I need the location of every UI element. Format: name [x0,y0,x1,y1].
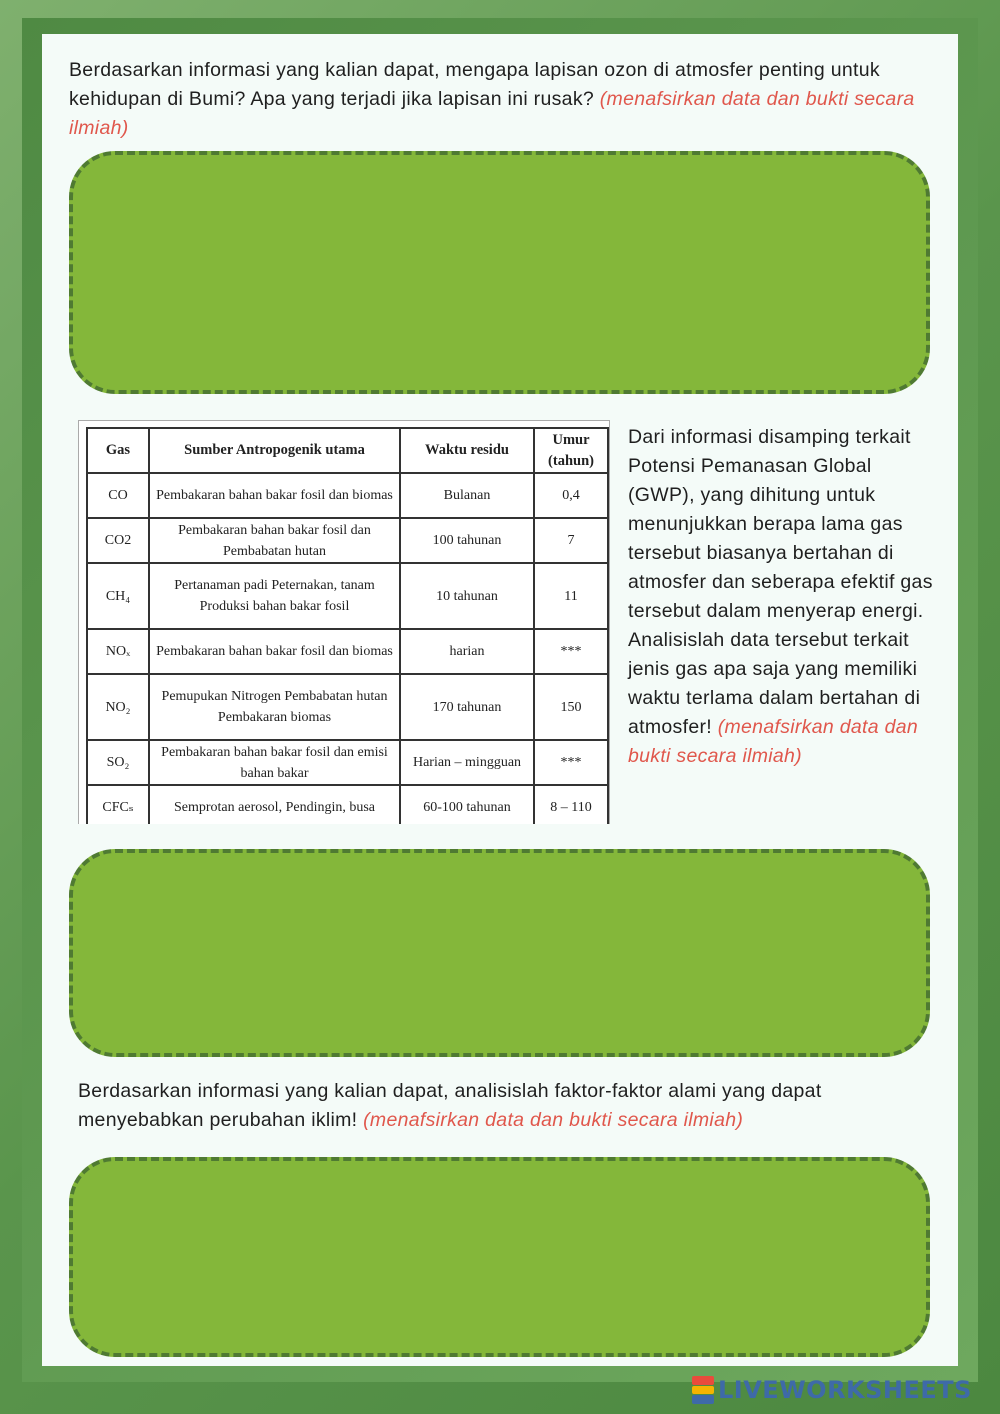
cell-waktu: Harian – mingguan [400,740,534,785]
header-umur: Umur (tahun) [534,428,608,473]
answer-box-3[interactable] [69,1157,930,1357]
cell-gas: CFCₛ [87,785,149,824]
cell-sumber: Pembakaran bahan bakar fosil dan emisi bahan bakar [149,740,400,785]
liveworksheets-logo [692,1373,972,1407]
cell-umur: *** [534,740,608,785]
question-3 [78,1077,938,1135]
cell-waktu: harian [400,629,534,674]
logo-icon [692,1376,714,1404]
question-1-hint: (menafsirkan data dan bukti secara ilmiah) [69,88,915,139]
answer-box-1[interactable] [69,151,930,394]
cell-umur: 150 [534,674,608,740]
header-gas: Gas [87,428,149,473]
cell-gas: CH₄ [87,563,149,629]
table-row [87,563,608,629]
gas-table-image [78,420,610,824]
cell-waktu: 60-100 tahunan [400,785,534,824]
table-row [87,740,608,785]
cell-gas: NO₂ [87,674,149,740]
table-row [87,785,608,824]
header-waktu: Waktu residu [400,428,534,473]
cell-waktu: 170 tahunan [400,674,534,740]
question-2 [628,423,938,771]
cell-sumber: Pemupukan Nitrogen Pembabatan hutan Pembakaran biomas [149,674,400,740]
cell-waktu: Bulanan [400,473,534,518]
table-row [87,674,608,740]
cell-umur: 11 [534,563,608,629]
cell-umur: 0,4 [534,473,608,518]
cell-umur: 7 [534,518,608,563]
question-1-text: Berdasarkan informasi yang kalian dapat, mengapa lapisan ozon di atmosfer penting untuk kehidupan di Bumi? Apa yang terjadi jika lapisan ini rusak? [69,59,880,110]
cell-sumber: Pembakaran bahan bakar fosil dan biomas [149,629,400,674]
cell-umur: *** [534,629,608,674]
cell-sumber: Semprotan aerosol, Pendingin, busa [149,785,400,824]
cell-gas: SO₂ [87,740,149,785]
question-3-text: Berdasarkan informasi yang kalian dapat, analisislah faktor-faktor alami yang dapat menyebabkan perubahan iklim! [78,1080,822,1131]
cell-sumber: Pembakaran bahan bakar fosil dan biomas [149,473,400,518]
answer-box-2[interactable] [69,849,930,1057]
gas-table [86,427,609,824]
question-2-hint: (menafsirkan data dan bukti secara ilmiah) [628,716,919,767]
cell-sumber: Pertanaman padi Peternakan, tanam Produksi bahan bakar fosil [149,563,400,629]
header-sumber: Sumber Antropogenik utama [149,428,400,473]
logo-text: LIVEWORKSHEETS [718,1376,972,1404]
table-row [87,473,608,518]
cell-waktu: 100 tahunan [400,518,534,563]
question-1 [69,56,929,143]
table-row [87,518,608,563]
cell-gas: CO [87,473,149,518]
cell-gas: CO2 [87,518,149,563]
table-row [87,629,608,674]
cell-umur: 8 – 110 [534,785,608,824]
cell-sumber: Pembakaran bahan bakar fosil dan Pembabatan hutan [149,518,400,563]
question-2-text: Dari informasi disamping terkait Potensi Pemanasan Global (GWP), yang dihitung untuk menunjukkan berapa lama gas tersebut biasanya bertahan di atmosfer dan seberapa efektif gas tersebut dalam menyerap energi. Analisislah data tersebut terkait jenis gas apa saja yang memiliki waktu terlama dalam bertahan di atmosfer! [628,426,933,738]
question-3-hint: (menafsirkan data dan bukti secara ilmiah) [363,1109,744,1131]
cell-gas: NOₓ [87,629,149,674]
cell-waktu: 10 tahunan [400,563,534,629]
